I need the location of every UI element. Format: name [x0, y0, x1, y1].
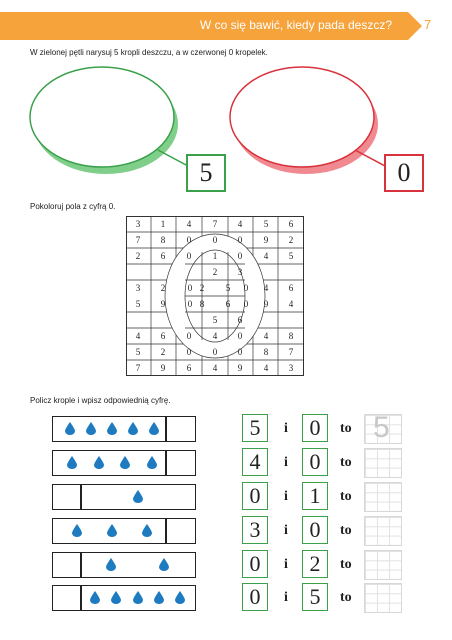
page-number: 7 — [424, 17, 432, 32]
grid-digit[interactable]: 6 — [160, 331, 166, 341]
strip-divider — [165, 451, 167, 475]
raindrop-icon — [133, 591, 143, 609]
grid-digit[interactable]: 0 — [212, 235, 218, 245]
task2-instruction: Pokoloruj pola z cyfrą 0. — [30, 202, 116, 211]
raindrop-icon — [159, 558, 169, 576]
raindrop-icon — [90, 591, 100, 609]
drops-strip — [52, 518, 196, 544]
grid-digit[interactable]: 7 — [135, 363, 141, 373]
raindrop-icon — [133, 490, 143, 508]
grid-digit[interactable]: 0 — [243, 299, 249, 309]
green-loop — [30, 67, 174, 167]
grid-digit[interactable]: 5 — [263, 219, 269, 229]
example-answer: 5 — [373, 411, 390, 444]
grid-digit[interactable]: 0 — [212, 347, 218, 357]
grid-digit[interactable]: 4 — [212, 363, 218, 373]
grid-digit[interactable]: 0 — [187, 283, 193, 293]
page-title: W co się bawić, kiedy pada deszcz? — [199, 18, 392, 32]
grid-digit[interactable]: 2 — [160, 347, 166, 357]
task3-instruction: Policz krople i wpisz odpowiednią cyfrę. — [30, 396, 171, 405]
grid-digit[interactable]: 1 — [160, 219, 166, 229]
to-word: to — [340, 590, 352, 605]
red-loop — [230, 67, 374, 167]
grid-digit[interactable]: 4 — [263, 251, 269, 261]
raindrop-icon — [67, 456, 77, 474]
grid-digit[interactable]: 5 — [225, 283, 231, 293]
grid-digit[interactable]: 4 — [135, 331, 141, 341]
grid-digit[interactable]: 7 — [288, 347, 294, 357]
grid-digit[interactable]: 7 — [212, 219, 218, 229]
grid-digit[interactable]: 0 — [237, 251, 243, 261]
grid-digit[interactable]: 0 — [237, 347, 243, 357]
and-word: i — [284, 523, 288, 538]
and-word: i — [284, 421, 288, 436]
grid-digit[interactable]: 2 — [160, 283, 166, 293]
count-left-box[interactable]: 0 — [242, 550, 268, 578]
grid-digit[interactable]: 1 — [212, 251, 218, 261]
drops-strip — [52, 484, 196, 510]
raindrop-icon — [111, 591, 121, 609]
count-right-box[interactable]: 0 — [302, 414, 328, 442]
grid-digit[interactable]: 3 — [237, 267, 243, 277]
raindrop-icon — [128, 422, 138, 440]
raindrop-icon — [65, 422, 75, 440]
drops-strip — [52, 450, 196, 476]
grid-digit[interactable]: 9 — [160, 363, 166, 373]
drops-strip — [52, 552, 196, 578]
grid-digit[interactable]: 0 — [186, 331, 192, 341]
count-right-box[interactable]: 0 — [302, 516, 328, 544]
writing-grid[interactable] — [364, 516, 402, 546]
grid-digit[interactable]: 9 — [237, 363, 243, 373]
raindrop-icon — [94, 456, 104, 474]
grid-digit[interactable]: 5 — [212, 315, 218, 325]
grid-digit[interactable]: 8 — [288, 331, 294, 341]
green-number-box: 5 — [186, 154, 226, 192]
grid-digit[interactable]: 6 — [160, 251, 166, 261]
grid-digit[interactable]: 5 — [135, 347, 141, 357]
green-loop-connector — [158, 150, 188, 166]
and-word: i — [284, 557, 288, 572]
count-left-box[interactable]: 5 — [242, 414, 268, 442]
raindrop-icon — [107, 422, 117, 440]
raindrop-icon — [154, 591, 164, 609]
grid-digit[interactable]: 9 — [160, 299, 166, 309]
raindrop-icon — [107, 524, 117, 542]
grid-digit[interactable]: 4 — [263, 283, 269, 293]
red-loop-connector — [355, 150, 385, 166]
grid-digit[interactable]: 6 — [288, 283, 294, 293]
grid-digit[interactable]: 0 — [237, 235, 243, 245]
grid-digit[interactable]: 9 — [263, 235, 269, 245]
grid-digit[interactable]: 5 — [288, 251, 294, 261]
strip-divider — [80, 586, 82, 610]
raindrop-icon — [149, 422, 159, 440]
raindrop-icon — [142, 524, 152, 542]
drops-strip — [52, 416, 196, 442]
drops-strip — [52, 585, 196, 611]
grid-digit[interactable]: 5 — [135, 299, 141, 309]
raindrop-icon — [86, 422, 96, 440]
strip-divider — [165, 417, 167, 441]
raindrop-icon — [147, 456, 157, 474]
to-word: to — [340, 523, 352, 538]
count-left-box[interactable]: 4 — [242, 448, 268, 476]
raindrop-icon — [72, 524, 82, 542]
grid-digit[interactable]: 4 — [186, 219, 192, 229]
to-word: to — [340, 489, 352, 504]
count-left-box[interactable]: 0 — [242, 583, 268, 611]
writing-grid[interactable] — [364, 411, 402, 444]
task1-instruction: W zielonej pętli narysuj 5 kropli deszczu, a w czerwonej 0 kropelek. — [30, 48, 268, 57]
grid-digit[interactable]: 4 — [263, 363, 269, 373]
strip-divider — [165, 519, 167, 543]
writing-grid[interactable] — [364, 482, 402, 512]
raindrop-icon — [120, 456, 130, 474]
grid-digit[interactable]: 3 — [135, 283, 141, 293]
grid-digit[interactable]: 4 — [288, 299, 294, 309]
writing-grid[interactable] — [364, 550, 402, 580]
grid-digit[interactable]: 4 — [263, 331, 269, 341]
grid-digit[interactable]: 3 — [135, 219, 141, 229]
grid-digit[interactable]: 0 — [186, 347, 192, 357]
grid-digit[interactable]: 2 — [135, 251, 141, 261]
raindrop-icon — [175, 591, 185, 609]
grid-digit[interactable]: 0 — [237, 331, 243, 341]
grid-digit[interactable]: 6 — [225, 299, 231, 309]
grid-digit[interactable]: 4 — [237, 219, 243, 229]
grid-digit[interactable]: 4 — [212, 331, 218, 341]
grid-digit[interactable]: 2 — [212, 267, 218, 277]
and-word: i — [284, 455, 288, 470]
grid-digit[interactable]: 8 — [199, 299, 205, 309]
grid-digit[interactable]: 2 — [199, 283, 205, 293]
to-word: to — [340, 421, 352, 436]
and-word: i — [284, 489, 288, 504]
count-right-box[interactable]: 1 — [302, 482, 328, 510]
strip-divider — [80, 553, 82, 577]
count-right-box[interactable]: 0 — [302, 448, 328, 476]
grid-digit[interactable]: 3 — [288, 363, 294, 373]
count-right-box[interactable]: 2 — [302, 550, 328, 578]
to-word: to — [340, 455, 352, 470]
grid-digit[interactable]: 0 — [186, 251, 192, 261]
count-left-box[interactable]: 3 — [242, 516, 268, 544]
red-number-box: 0 — [384, 154, 424, 192]
grid-digit[interactable]: 6 — [288, 219, 294, 229]
number-grid — [126, 216, 304, 376]
grid-digit[interactable]: 0 — [243, 283, 249, 293]
writing-grid[interactable] — [364, 583, 402, 613]
grid-digit[interactable]: 0 — [186, 235, 192, 245]
grid-digit[interactable]: 2 — [288, 235, 294, 245]
count-left-box[interactable]: 0 — [242, 482, 268, 510]
grid-digit[interactable]: 8 — [263, 347, 269, 357]
grid-digit[interactable]: 0 — [187, 299, 193, 309]
grid-digit[interactable]: 8 — [160, 235, 166, 245]
grid-digit[interactable]: 7 — [135, 235, 141, 245]
raindrop-icon — [106, 558, 116, 576]
writing-grid[interactable] — [364, 448, 402, 478]
to-word: to — [340, 557, 352, 572]
grid-digit[interactable]: 9 — [263, 299, 269, 309]
and-word: i — [284, 590, 288, 605]
strip-divider — [80, 485, 82, 509]
grid-digit[interactable]: 6 — [186, 363, 192, 373]
count-right-box[interactable]: 5 — [302, 583, 328, 611]
grid-digit[interactable]: 6 — [237, 315, 243, 325]
